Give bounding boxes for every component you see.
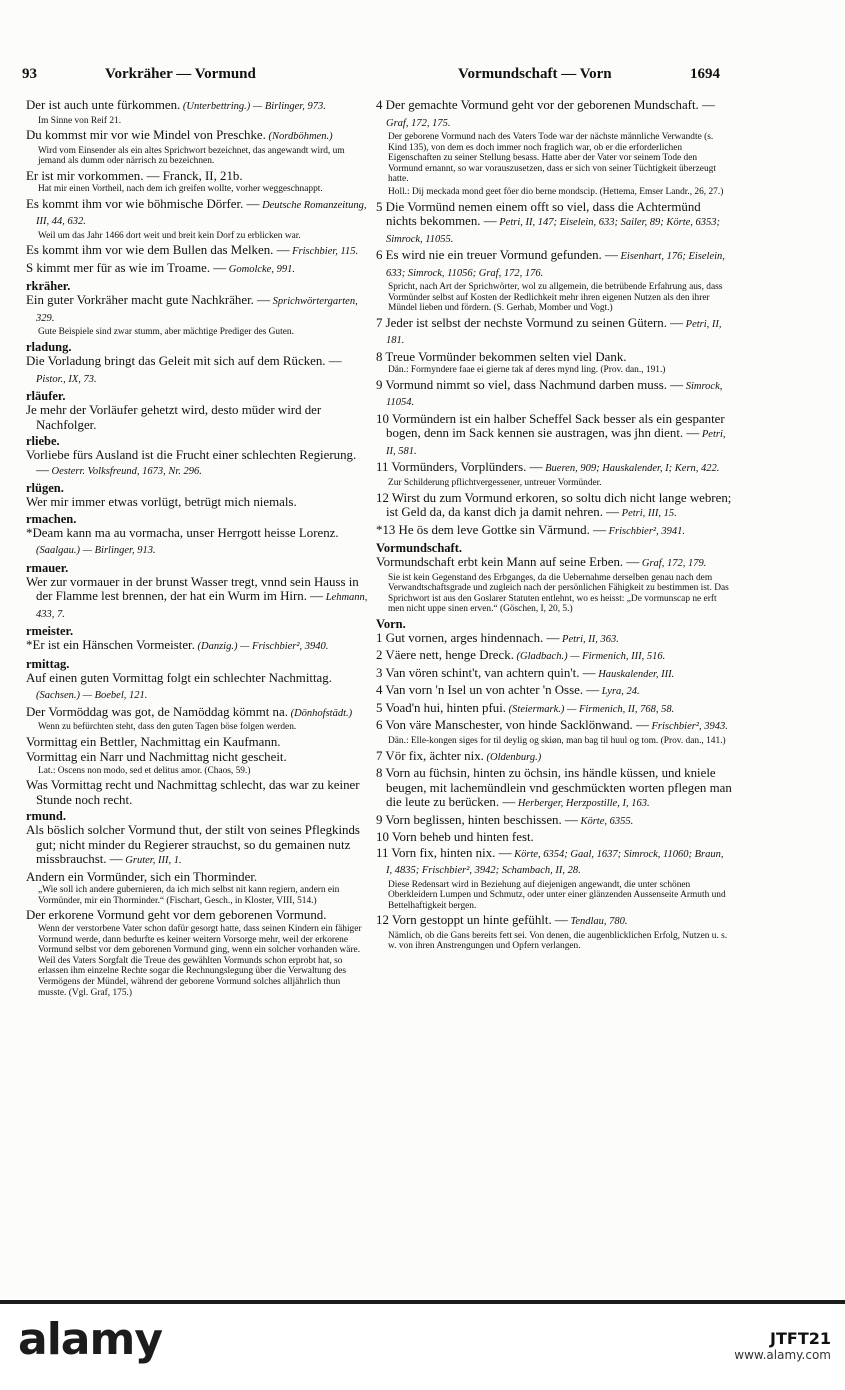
source-citation: (Sachsen.) — Boebel, 121. (36, 690, 148, 702)
source-citation: (Unterbettring.) — Birlinger, 973. (180, 101, 326, 112)
proverb-text: Er ist mir vorkommen. — Franck, II, 21b. (26, 168, 243, 183)
proverb-text: 12 Vorn gestoppt un hinte gefühlt. — (376, 913, 568, 928)
proverb-entry (26, 354, 370, 387)
explanatory-note: Sie ist kein Gegenstand des Erbganges, da die Uebernahme derselben genau nach dem Verwandtschaftsgrade und zugleich nach der persönlichen Fähigkeit zu bestimmen ist. Das Sprichwort ist aus den Goslarer Statuten entlehnt, wo es heisst: „De vormunscap ne erft men nicht uppe sinen erven.“ (Göschen, I, 20, 5.) (388, 572, 729, 615)
proverb-entry (376, 846, 732, 879)
proverb-entry (376, 631, 732, 648)
proverb-text: 6 Von väre Manschester, von hinde Sacklönwand. — (376, 718, 649, 733)
proverb-entry (26, 495, 370, 510)
source-citation: Frischbier², 3943. (648, 721, 728, 733)
proverb-text: 9 Vormund nimmt so viel, dass Nachmund darben muss. — (376, 377, 684, 392)
proverb-entry (26, 403, 370, 432)
proverb-text: Vormittag ein Bettler, Nachmittag ein Kaufmann. (26, 734, 281, 749)
proverb-entry (376, 666, 732, 683)
explanatory-note: „Wie soll ich andere gubernieren, da ich mich selbst nit kann regiern, andern ein Vormünder, mir ein Thorminder.“ (Fischart, Gesch., in Kloster, VIII, 514.) (38, 885, 340, 906)
proverb-text: 6 Es wird nie ein treuer Vormund gefunden. — (376, 248, 618, 263)
source-citation: (Oldenburg.) (483, 751, 542, 763)
source-citation: Lehmann, 433, 7. (36, 592, 368, 620)
source-citation: Bueren, 909; Hauskalender, I; Kern, 422. (542, 463, 720, 475)
footer-bar (0, 1300, 845, 1304)
explanatory-note: Wird vom Einsender als ein altes Sprichwort bezeichnet, das angewandt wird, um jemand als dumm oder närrisch zu bezeichnen. (38, 145, 345, 167)
proverb-entry (376, 913, 732, 930)
source-citation: Deutsche Romanzeitung, III, 44, 632. (36, 199, 367, 228)
source-citation: Petri, II, 581. (386, 429, 726, 457)
proverb-entry (26, 705, 370, 722)
proverb-text: Der Vormöddag was got, de Namöddag kömmt na. (26, 704, 288, 719)
source-citation: (Nordböhmen.) (265, 131, 333, 143)
source-citation: Lyra, 24. (599, 686, 640, 698)
proverb-entry (26, 778, 370, 807)
lemma-heading: rlügen. (26, 481, 64, 496)
proverb-entry (376, 378, 732, 411)
proverb-text: 11 Vorn fix, hinten nix. — (376, 845, 512, 860)
proverb-entry (26, 128, 370, 145)
source-citation: (Danzig.) — Frischbier², 3940. (194, 641, 329, 653)
source-citation: Sprichwörtergarten, 329. (36, 296, 358, 324)
source-citation: Tendlau, 780. (567, 916, 628, 928)
explanatory-note: Dän.: Formyndere faae ei gierne tak af deres mynd ling. (Prov. dan., 191.) (388, 365, 666, 376)
proverb-text: Es kommt ihm vor wie böhmische Dörfer. — (26, 196, 260, 211)
right-page-number: 1694 (690, 66, 720, 82)
proverb-entry (376, 200, 732, 248)
right-column (376, 98, 732, 1288)
lemma-heading: Vorn. (376, 616, 406, 631)
lemma-heading: rmachen. (26, 511, 77, 526)
left-page-number: 93 (22, 66, 37, 82)
proverb-entry (26, 870, 370, 885)
lemma-heading: rliebe. (26, 434, 60, 449)
proverb-entry (26, 638, 370, 655)
explanatory-note: Wenn der verstorbene Vater schon dafür gesorgt hatte, dass seinen Kindern ein fähiger Vormund werde, dann bedurfte es keiner weitern Vorsorge mehr, weil der erkorene Vormund selbst vor dem geborenen Vormund ging, wenn ein solcher vorhanden wäre. Weil des Vaters Sorgfalt die Treue des gewählten Vormunds schon erprobt hat, so erlassen ihm einzelne Rechte sogar die Rechnungslegung über die Verwaltung des Vermögens der Mündel, während der geborene Vormund solches alljährlich thun musste. (Vgl. Graf, 175.) (38, 923, 362, 998)
proverb-text: 5 Die Vormünd nemen einem offt so viel, dass die Achtermünd nichts bekommen. — (376, 199, 701, 229)
source-citation: Hauskalender, III. (595, 668, 675, 680)
source-citation: Simrock, 11054. (386, 380, 723, 409)
right-running-title: Vormundschaft — Vorn (458, 66, 612, 82)
proverb-text: 7 Vör fix, ächter nix. (376, 748, 484, 763)
lemma-heading: rläufer. (26, 389, 66, 404)
proverb-text: 4 Der gemachte Vormund geht vor der geborenen Mundschaft. — (376, 98, 715, 112)
proverb-entry (376, 412, 732, 460)
proverb-entry (26, 575, 370, 623)
proverb-entry (376, 523, 732, 540)
proverb-entry (26, 750, 370, 765)
proverb-text: Es kommt ihm vor wie dem Bullen das Melken. — (26, 243, 290, 258)
proverb-text: 8 Vorn au füchsin, hinten zu öchsin, ins händle küssen, und kniele beugen, mit lachemündlein vnd geschmückten worten pflegen man die leute zu berücken. — (376, 766, 732, 809)
lemma-heading: rladung. (26, 340, 72, 355)
proverb-text: 2 Väere nett, henge Dreck. (376, 648, 514, 663)
proverb-entry (376, 749, 732, 766)
source-citation: (Saalgau.) — Birlinger, 913. (36, 545, 156, 557)
proverb-text: Je mehr der Vorläufer gehetzt wird, desto müder wird der Nachfolger. (26, 403, 322, 432)
proverb-entry (26, 526, 370, 559)
watermark-footer (0, 1300, 845, 1390)
proverb-text: Vorliebe fürs Ausland ist die Frucht einer schlechten Regierung. — (26, 448, 357, 477)
proverb-entry (376, 648, 732, 665)
proverb-entry (376, 555, 732, 572)
lemma-heading: Vormundschaft. (376, 541, 463, 556)
proverb-text: Andern ein Vormünder, sich ein Thorminder. (26, 869, 258, 884)
lemma-heading: rkräher. (26, 279, 71, 294)
source-citation: Gomolcke, 991. (226, 263, 295, 275)
proverb-entry (376, 248, 732, 281)
source-citation: Eisenhart, 176; Eiselein, 633; Simrock, 11056; Graf, 172, 176. (386, 251, 725, 279)
source-citation: Frischbier, 115. (289, 246, 359, 258)
proverb-text: 5 Voad'n hui, hinten pfui. (376, 700, 507, 715)
left-running-title: Vorkräher — Vormund (105, 66, 256, 82)
proverb-text: Ein guter Vorkräher macht gute Nachkräher. — (26, 293, 271, 308)
explanatory-note: Im Sinne von Reif 21. (38, 115, 122, 126)
source-citation: Petri, II, 363. (559, 633, 619, 645)
proverb-entry (26, 98, 370, 115)
proverb-entry (26, 448, 370, 479)
proverb-entry (26, 243, 370, 260)
proverb-text: Der ist auch unte fürkommen. (26, 98, 181, 112)
source-citation: Graf, 172, 179. (639, 558, 707, 570)
lemma-heading: rmeister. (26, 624, 74, 639)
site-url: www.alamy.com (734, 1348, 831, 1362)
proverb-entry (376, 701, 732, 718)
footer-info (734, 1330, 831, 1364)
proverb-text: 1 Gut vornen, arges hindennach. — (376, 630, 560, 645)
explanatory-note: Hat mir einen Vortheil, nach dem ich greifen wollte, vorher weggeschnappt. (38, 184, 323, 195)
proverb-text: 9 Vorn beglissen, hinten beschissen. — (376, 812, 578, 827)
lemma-heading: rmund. (26, 809, 66, 824)
explanatory-note: Gute Beispiele sind zwar stumm, aber mächtige Prediger des Guten. (38, 327, 294, 338)
source-citation: Petri, II, 147; Eiselein, 633; Sailer, 89; Körte, 6353; Simrock, 11055. (386, 217, 721, 245)
proverb-text: 10 Vorn beheb und hinten fest. (376, 830, 534, 844)
source-citation: (Steiermark.) — Firmenich, II, 768, 58. (506, 703, 675, 715)
proverb-text: Wer mir immer etwas vorlügt, betrügt mich niemals. (26, 495, 297, 510)
proverb-text: *Deam kann ma au vormacha, unser Herrgott heisse Lorenz. (26, 525, 339, 540)
proverb-text: Der erkorene Vormund geht vor dem geborenen Vormund. (26, 908, 327, 923)
proverb-text: 11 Vormünders, Vorplünders. — (376, 460, 543, 475)
proverb-entry (376, 830, 732, 845)
source-citation: Frischbier², 3941. (605, 525, 685, 537)
explanatory-note: Nämlich, ob die Gans bereits fett sei. Von denen, die augenblicklichen Erfolg, Nutzen u. s. w. von ihren Anstrengungen und Opfern verlangen. (388, 930, 728, 952)
lemma-heading: rmittag. (26, 656, 70, 671)
proverb-entry (376, 460, 732, 477)
source-citation: (Dönhofstädt.) (287, 707, 353, 719)
source-citation: Petri, III, 15. (619, 508, 677, 520)
explanatory-note: Spricht, nach Art der Sprichwörter, wol zu allgemein, die betrübende Erfahrung aus, dass Vormünder selbst auf Kosten der Redlichkeit mehr ihren eigenen Nutzen als den ihrer Mündel lieben und fördern. (S. Gerhab, Momber und Vogt.) (388, 282, 723, 314)
source-citation: Pistor., IX, 73. (36, 373, 97, 385)
left-column (26, 98, 370, 1288)
explanatory-note: Holl.: Dij meckada mond geet föer dio berne mondscip. (Hettema, Emser Landr., 26, 27.) (388, 186, 724, 197)
proverb-entry (26, 823, 370, 869)
proverb-text: Vormittag ein Narr und Nachmittag nicht gescheit. (26, 750, 287, 765)
proverb-entry (26, 261, 370, 278)
proverb-text: Als böslich solcher Vormund thut, der stilt von seines Pflegkinds gut; nicht minder du Regierer strauchst, so du gemainen nutz missbrauchst. — (26, 823, 360, 867)
proverb-entry (376, 98, 732, 131)
proverb-text: Du kommst mir vor wie Mindel von Preschke. (26, 128, 266, 143)
proverb-entry (26, 293, 370, 326)
source-citation: Gruter, III, 1. (122, 855, 182, 867)
proverb-entry (26, 671, 370, 704)
proverb-text: *13 He ös dem leve Gottke sin Vărmund. — (376, 522, 606, 537)
proverb-text: 12 Wirst du zum Vormund erkoren, so soltu dich nicht lange webren; ist Geld da, da kanst dich ja damit nehren. — (376, 490, 732, 520)
proverb-text: 7 Jeder ist selbst der nechste Vormund zu seinen Gütern. — (376, 315, 684, 330)
source-citation: (Gladbach.) — Firmenich, III, 516. (513, 651, 666, 663)
proverb-text: Vormundschaft erbt kein Mann auf seine Erben. — (376, 555, 640, 570)
source-citation: Petri, II, 181. (386, 318, 722, 347)
proverb-text: Auf einen guten Vormittag folgt ein schlechter Nachmittag. (26, 670, 332, 685)
explanatory-note: Diese Redensart wird in Beziehung auf diejenigen angewandt, die unter schönen Oberkleidern Lumpen und Schmutz, oder unter einer glänzenden Aussenseite Armuth und Bettelhaftigkeit bergen. (388, 879, 726, 911)
proverb-entry (376, 683, 732, 700)
proverb-text: 10 Vormündern ist ein halber Scheffel Sack besser als ein gespanter bogen, denn im Sack kennen sie austragen, was jhn dient. — (376, 411, 725, 441)
lemma-heading: rmauer. (26, 560, 69, 575)
proverb-text: 4 Van vorn 'n Isel un von achter 'n Osse. — (376, 683, 600, 698)
explanatory-note: Wenn zu befürchten steht, dass den guten Tagen böse folgen werden. (38, 722, 297, 733)
proverb-entry (26, 197, 370, 230)
proverb-entry (26, 908, 370, 923)
source-citation: Oesterr. Volksfreund, 1673, Nr. 296. (48, 465, 202, 477)
proverb-entry (376, 316, 732, 349)
proverb-entry (376, 813, 732, 830)
proverb-text: 3 Van vören schint't, van achtern quin't. — (376, 665, 596, 680)
proverb-entry (376, 350, 732, 365)
explanatory-note: Der geborene Vormund nach des Vaters Tode war der nächste männliche Verwandte (s. Kind 135), von dem es doch immer noch fraglich war, ob er die erforderlichen Eigenschaften zu seiner Stellung besass. Hatte aber der Vater vor seinem Tode den Vormund ernannt, so war vorauszusetzen, dass er sich von seiner Tüchtigkeit überzeugt hatte. (388, 132, 716, 185)
source-citation: Herberger, Herzpostille, I, 163. (515, 798, 650, 809)
proverb-text: S kimmt mer für as wie im Troame. — (26, 260, 227, 275)
proverb-entry (26, 169, 370, 184)
explanatory-note: Lat.: Oscens non modo, sed et delitus amor. (Chaos, 59.) (38, 765, 251, 776)
proverb-text: *Er ist ein Hänschen Vormeister. (26, 638, 195, 653)
proverb-entry (376, 766, 732, 812)
source-citation: Graf, 172, 175. (386, 117, 451, 129)
proverb-text: Wer zur vormauer in der brunst Wasser tregt, vnnd sein Hauss in der Flamme lest brennen, der hat ein Wurm im Hirn. — (26, 574, 359, 604)
proverb-entry (26, 735, 370, 750)
image-id: JTFT21 (770, 1329, 831, 1348)
page-header (0, 66, 845, 88)
proverb-text: 8 Treue Vormünder bekommen selten viel Dank. (376, 349, 627, 364)
alamy-logo: alamy (18, 1314, 162, 1365)
proverb-text: Was Vormittag recht und Nachmittag schlecht, das war zu keiner Stunde noch recht. (26, 778, 360, 807)
source-citation: Körte, 6354; Gaal, 1637; Simrock, 11060; Braun, I, 4835; Frischbier², 3942; Schambach, II, 28. (386, 848, 724, 876)
proverb-text: Die Vorladung bringt das Geleit mit sich auf dem Rücken. — (26, 354, 342, 369)
source-citation: Körte, 6355. (577, 815, 634, 827)
proverb-entry (376, 491, 732, 522)
proverb-entry (376, 718, 732, 735)
explanatory-note: Dän.: Elle-kongen siges for til deylig og skiøn, man bag til huul og tom. (Prov. dan., 141.) (388, 735, 726, 746)
explanatory-note: Weil um das Jahr 1466 dort weit und breit kein Dorf zu erblicken war. (38, 230, 301, 241)
explanatory-note: Zur Schilderung pflichtvergessener, untreuer Vormünder. (388, 477, 602, 488)
